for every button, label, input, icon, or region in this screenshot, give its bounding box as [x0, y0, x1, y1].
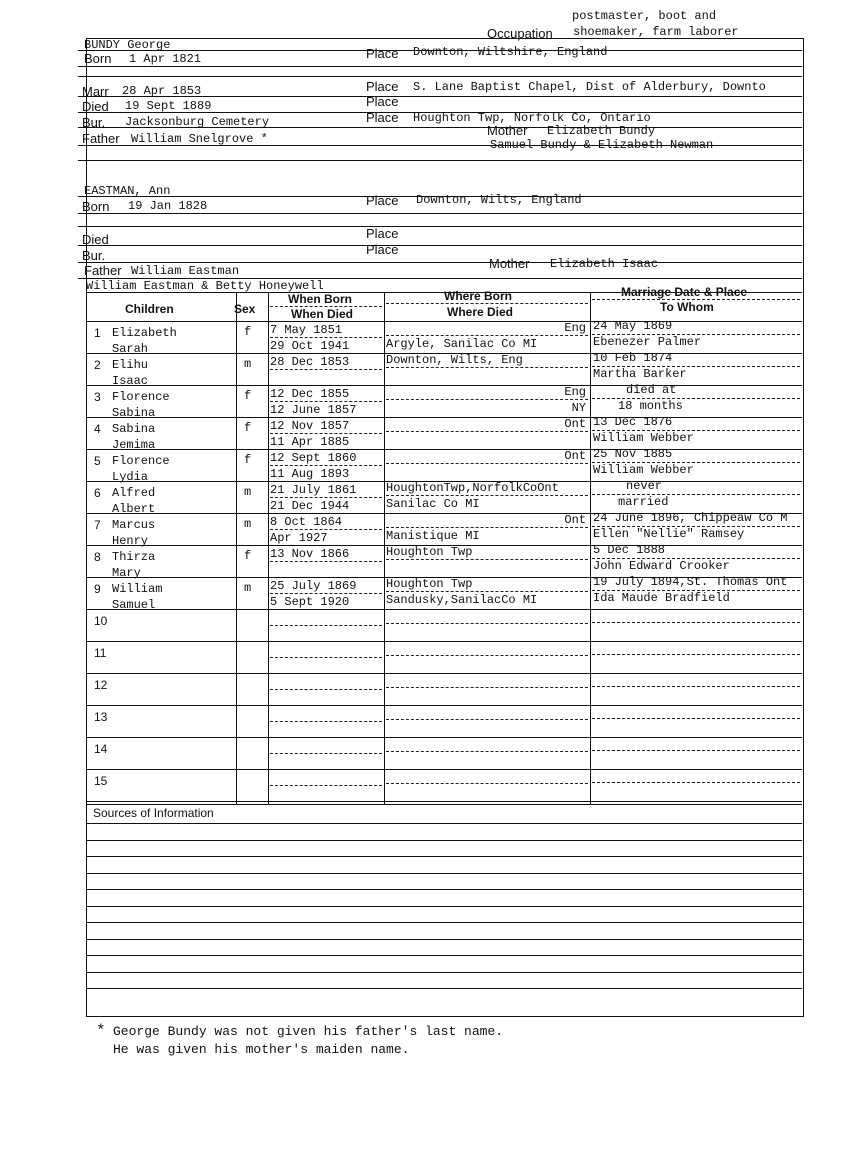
dashed-rule	[386, 303, 588, 304]
wife-died-place-label: Place	[366, 226, 399, 241]
child-born-place: HoughtonTwp,NorfolkCoOnt	[386, 481, 559, 495]
husband-marr-label: Marr	[82, 84, 109, 99]
dashed-rule	[386, 655, 588, 656]
child-name: Florence	[112, 454, 170, 468]
husband-bur-label: Bur.	[82, 115, 106, 130]
rule	[86, 922, 802, 923]
footnote-line-2: He was given his mother's maiden name.	[113, 1042, 410, 1057]
child-born-place: Eng	[564, 321, 586, 335]
child-died-place: Sanilac Co MI	[386, 497, 480, 511]
child-born-place: Eng	[564, 385, 586, 399]
header-children: Children	[125, 302, 174, 316]
dashed-rule	[386, 527, 588, 528]
child-name-second: Henry	[112, 534, 149, 548]
rule	[86, 449, 802, 450]
rule	[86, 873, 802, 874]
dashed-rule	[270, 465, 382, 466]
dashed-rule	[386, 623, 588, 624]
sources-section	[86, 816, 804, 1017]
husband-marr-place: S. Lane Baptist Chapel, Dist of Alderbury, Downto	[413, 80, 766, 94]
column-divider	[268, 292, 269, 804]
rule	[86, 804, 802, 805]
header-where-died: Where Died	[447, 305, 514, 319]
child-sex: m	[244, 517, 252, 531]
child-died-date: 11 Aug 1893	[270, 467, 350, 481]
child-number: 12	[94, 678, 108, 692]
child-died-date: 12 June 1857	[270, 403, 357, 417]
husband-mother-label: Mother	[487, 123, 528, 138]
husband-born-place-label: Place	[366, 46, 399, 61]
child-died-date: 29 Oct 1941	[270, 339, 350, 353]
rule	[86, 856, 802, 857]
dashed-rule	[270, 721, 382, 722]
column-divider	[384, 292, 385, 804]
child-number: 13	[94, 710, 108, 724]
rule	[86, 641, 802, 642]
child-spouse: William Webber	[593, 431, 694, 445]
child-died-place: Sandusky,SanilacCo MI	[386, 593, 538, 607]
rule	[86, 705, 802, 706]
child-born-place: Houghton Twp	[386, 577, 473, 591]
rule	[78, 96, 802, 97]
dashed-rule	[270, 306, 382, 307]
child-name: Florence	[112, 390, 170, 404]
child-number: 10	[94, 614, 108, 628]
dashed-rule	[386, 495, 588, 496]
dashed-rule	[592, 686, 800, 687]
dashed-rule	[386, 687, 588, 688]
rule	[78, 213, 802, 214]
child-marriage-date: died at	[626, 383, 677, 397]
child-born-date: 8 Oct 1864	[270, 515, 343, 529]
rule	[86, 673, 802, 674]
child-name-second: Albert	[112, 502, 156, 516]
dashed-rule	[270, 401, 382, 402]
child-spouse: 18 months	[618, 399, 683, 413]
occupation-line-1: postmaster, boot and	[572, 9, 717, 23]
rule	[86, 737, 802, 738]
dashed-rule	[592, 430, 800, 431]
child-number: 7	[94, 518, 101, 532]
dashed-rule	[270, 657, 382, 658]
dashed-rule	[386, 559, 588, 560]
child-name-second: Mary	[112, 566, 141, 580]
child-died-place: Argyle, Sanilac Co MI	[386, 337, 538, 351]
footnote-line-1: George Bundy was not given his father's last name.	[113, 1024, 504, 1039]
rule	[86, 889, 802, 890]
wife-parents: William Eastman & Betty Honeywell	[86, 279, 324, 293]
dashed-rule	[386, 463, 588, 464]
child-born-date: 12 Sept 1860	[270, 451, 357, 465]
child-marriage-date: 25 Nov 1885	[593, 447, 673, 461]
child-marriage-date: 10 Feb 1874	[593, 351, 673, 365]
family-group-sheet	[86, 38, 804, 817]
child-name-second: Jemima	[112, 438, 156, 452]
child-born-date: 25 July 1869	[270, 579, 357, 593]
wife-father-label: Father	[84, 263, 122, 278]
child-sex: f	[244, 325, 252, 339]
occupation-line-2: shoemaker, farm laborer	[573, 25, 739, 39]
husband-bur-place-label: Place	[366, 110, 399, 125]
child-name-second: Sabina	[112, 406, 156, 420]
child-marriage-date: 24 May 1869	[593, 319, 673, 333]
husband-marr: 28 Apr 1853	[122, 84, 202, 98]
rule	[78, 66, 802, 67]
child-number: 11	[94, 646, 107, 660]
header-to-whom: To Whom	[660, 300, 714, 314]
child-number: 4	[94, 422, 101, 436]
child-spouse: Ida Maude Bradfield	[593, 591, 730, 605]
child-sex: m	[244, 357, 252, 371]
husband-name: BUNDY George	[84, 38, 171, 52]
child-marriage-date: 13 Dec 1876	[593, 415, 673, 429]
dashed-rule	[270, 433, 382, 434]
child-number: 6	[94, 486, 101, 500]
dashed-rule	[592, 718, 800, 719]
dashed-rule	[592, 558, 800, 559]
rule	[86, 769, 802, 770]
child-born-date: 21 July 1861	[270, 483, 357, 497]
child-number: 8	[94, 550, 101, 564]
rule	[86, 955, 802, 956]
husband-father: William Snelgrove *	[131, 132, 268, 146]
child-sex: f	[244, 421, 252, 435]
husband-bur-place: Houghton Twp, Norfolk Co, Ontario	[413, 111, 651, 125]
child-sex: f	[244, 389, 252, 403]
dashed-rule	[270, 529, 382, 530]
dashed-rule	[592, 366, 800, 367]
header-where-born: Where Born	[444, 289, 513, 303]
rule	[78, 127, 802, 128]
child-marriage-date: 5 Dec 1888	[593, 543, 666, 557]
child-name-second: Samuel	[112, 598, 156, 612]
dashed-rule	[592, 334, 800, 335]
wife-name: EASTMAN, Ann	[84, 184, 171, 198]
child-number: 1	[94, 326, 101, 340]
child-number: 2	[94, 358, 101, 372]
dashed-rule	[592, 398, 800, 399]
child-died-date: 5 Sept 1920	[270, 595, 350, 609]
rule	[86, 939, 802, 940]
rule	[78, 226, 802, 227]
column-divider	[590, 292, 591, 804]
child-died-date: 21 Dec 1944	[270, 499, 350, 513]
dashed-rule	[386, 431, 588, 432]
child-marriage-date: 19 July 1894,St. Thomas Ont	[593, 575, 788, 589]
rule	[78, 262, 802, 263]
child-spouse: Martha Barker	[593, 367, 687, 381]
husband-father-label: Father	[82, 131, 120, 146]
husband-born-label: Born	[84, 51, 112, 66]
husband-died: 19 Sept 1889	[125, 99, 212, 113]
child-name-second: Isaac	[112, 374, 149, 388]
dashed-rule	[270, 753, 382, 754]
husband-marr-place-label: Place	[366, 79, 399, 94]
child-died-place: Manistique MI	[386, 529, 480, 543]
child-name: Alfred	[112, 486, 156, 500]
child-name-second: Lydia	[112, 470, 149, 484]
husband-bur: Jacksonburg Cemetery	[125, 115, 270, 129]
dashed-rule	[386, 719, 588, 720]
rule	[78, 245, 802, 246]
child-sex: m	[244, 485, 252, 499]
child-marriage-date: never	[626, 479, 663, 493]
occupation-label: Occupation	[487, 26, 553, 41]
wife-bur-label: Bur.	[82, 248, 106, 263]
child-born-place: Houghton Twp	[386, 545, 473, 559]
rule	[86, 385, 802, 386]
dashed-rule	[592, 590, 800, 591]
child-name: Thirza	[112, 550, 156, 564]
dashed-rule	[592, 494, 800, 495]
child-marriage-date: 24 June 1896, Chippeaw Co M	[593, 511, 788, 525]
child-born-date: 13 Nov 1866	[270, 547, 350, 561]
child-spouse: Ebenezer Palmer	[593, 335, 702, 349]
child-died-date: Apr 1927	[270, 531, 328, 545]
wife-died-label: Died	[82, 232, 109, 247]
dashed-rule	[270, 561, 382, 562]
dashed-rule	[592, 299, 800, 300]
husband-born-place: Downton, Wiltshire, England	[413, 45, 608, 59]
child-spouse: Ellen "Nellie" Ramsey	[593, 527, 745, 541]
husband-died-place-label: Place	[366, 94, 399, 109]
child-name: Marcus	[112, 518, 156, 532]
child-died-date: 11 Apr 1885	[270, 435, 350, 449]
child-number: 14	[94, 742, 108, 756]
dashed-rule	[270, 369, 382, 370]
dashed-rule	[270, 785, 382, 786]
wife-born-place: Downton, Wilts, England	[416, 193, 582, 207]
header-when-born: When Born	[288, 292, 352, 306]
dashed-rule	[386, 367, 588, 368]
rule	[86, 840, 802, 841]
dashed-rule	[592, 462, 800, 463]
dashed-rule	[270, 337, 382, 338]
rule	[86, 972, 802, 973]
husband-mother: Elizabeth Bundy	[547, 124, 656, 138]
dashed-rule	[386, 399, 588, 400]
dashed-rule	[592, 526, 800, 527]
rule	[86, 823, 802, 824]
child-number: 5	[94, 454, 101, 468]
dashed-rule	[386, 751, 588, 752]
child-born-place: Ont	[564, 513, 586, 527]
child-born-date: 12 Nov 1857	[270, 419, 350, 433]
wife-mother: Elizabeth Isaac	[550, 257, 659, 271]
husband-born: 1 Apr 1821	[129, 52, 202, 66]
dashed-rule	[592, 654, 800, 655]
header-marriage: Marriage Date & Place	[621, 285, 748, 299]
child-born-place: Downton, Wilts, Eng	[386, 353, 523, 367]
child-name-second: Sarah	[112, 342, 149, 356]
child-born-date: 7 May 1851	[270, 323, 343, 337]
child-number: 3	[94, 390, 101, 404]
footnote-star: *	[96, 1022, 106, 1040]
rule	[86, 609, 802, 610]
sources-label: Sources of Information	[93, 806, 214, 820]
wife-bur-place-label: Place	[366, 242, 399, 257]
rule	[86, 417, 802, 418]
child-name: Elihu	[112, 358, 149, 372]
dashed-rule	[386, 783, 588, 784]
child-name: Sabina	[112, 422, 156, 436]
rule	[86, 801, 802, 802]
wife-born: 19 Jan 1828	[128, 199, 208, 213]
wife-born-label: Born	[82, 199, 110, 214]
rule	[78, 76, 802, 77]
dashed-rule	[592, 622, 800, 623]
child-spouse: John Edward Crooker	[593, 559, 730, 573]
dashed-rule	[592, 782, 800, 783]
husband-died-label: Died	[82, 99, 109, 114]
child-sex: f	[244, 549, 252, 563]
child-spouse: William Webber	[593, 463, 694, 477]
dashed-rule	[270, 497, 382, 498]
child-sex: f	[244, 453, 252, 467]
child-sex: m	[244, 581, 252, 595]
child-number: 9	[94, 582, 101, 596]
child-born-date: 12 Dec 1855	[270, 387, 350, 401]
dashed-rule	[592, 750, 800, 751]
child-number: 15	[94, 774, 108, 788]
child-name: William	[112, 582, 163, 596]
rule	[78, 160, 802, 161]
dashed-rule	[270, 625, 382, 626]
wife-father: William Eastman	[131, 264, 240, 278]
wife-mother-label: Mother	[489, 256, 530, 271]
wife-born-place-label: Place	[366, 193, 399, 208]
rule	[86, 321, 802, 322]
husband-parents: Samuel Bundy & Elizabeth Newman	[490, 138, 714, 152]
child-born-place: Ont	[564, 449, 586, 463]
child-born-place: Ont	[564, 417, 586, 431]
rule	[86, 906, 802, 907]
dashed-rule	[386, 335, 588, 336]
child-born-date: 28 Dec 1853	[270, 355, 350, 369]
dashed-rule	[270, 689, 382, 690]
header-sex: Sex	[234, 302, 256, 316]
dashed-rule	[386, 591, 588, 592]
child-spouse: married	[618, 495, 669, 509]
child-name: Elizabeth	[112, 326, 177, 340]
rule	[86, 988, 802, 989]
dashed-rule	[270, 593, 382, 594]
child-died-place: NY	[571, 401, 586, 415]
column-divider	[236, 292, 237, 804]
header-when-died: When Died	[291, 307, 353, 321]
